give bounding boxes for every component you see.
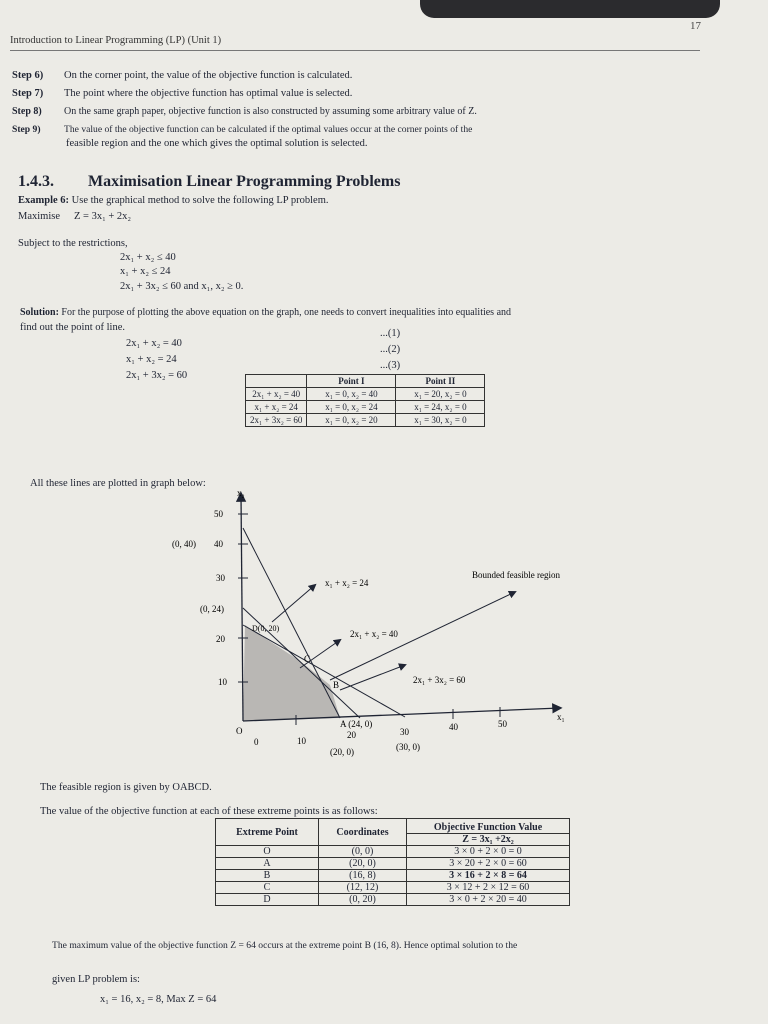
table-cell: 2x₁ + x₂ = 40 [246, 388, 307, 401]
maximise-line: Maximise Z = 3x₁ + 2x₂ [18, 211, 132, 222]
x-tick-label: 30 [400, 727, 409, 737]
table-cell: D [216, 894, 319, 906]
y-axis [241, 494, 243, 721]
x-tick-label: 20 [347, 730, 356, 740]
table-cell: (0, 20) [319, 894, 407, 906]
x-tick-label: 50 [498, 719, 507, 729]
x-tick-label: 0 [254, 737, 259, 747]
step-6: Step 6) On the corner point, the value of the objective function is calculated. [12, 70, 353, 81]
table-cell: C [216, 882, 319, 894]
step-7: Step 7) The point where the objective function has optimal value is selected. [12, 88, 353, 99]
x-tick-label: 10 [297, 736, 306, 746]
pointer-arrow-1 [272, 585, 315, 622]
graph-intro: All these lines are plotted in graph below: [30, 478, 206, 489]
solution-line-2: find out the point of line. [20, 322, 125, 333]
table-cell: 3 × 16 + 2 × 8 = 64 [407, 870, 570, 882]
equation-1-tag: ...(1) [380, 328, 401, 339]
table-cell: (20, 0) [319, 858, 407, 870]
pointer-arrow-3 [340, 665, 405, 690]
table-subheader: Z = 3x₁ +2x₂ [407, 834, 570, 846]
point-c-label: C [304, 654, 311, 664]
table-cell: x₁ = 0, x₂ = 20 [307, 414, 396, 427]
line-label-1: x₁ + x₂ = 24 [325, 578, 369, 588]
table-row [216, 894, 570, 906]
table-cell: x₁ = 30, x₂ = 0 [396, 414, 485, 427]
section-heading: 1.4.3. Maximisation Linear Programming Problems [18, 173, 401, 190]
table-header: Extreme Point [216, 819, 319, 846]
table-cell: x₁ = 20, x₂ = 0 [396, 388, 485, 401]
table-cell: x₁ = 0, x₂ = 40 [307, 388, 396, 401]
step-9-continued: feasible region and the one which gives the optimal solution is selected. [66, 138, 368, 149]
x-point-label: (20, 0) [330, 747, 354, 757]
constraint-2: x₁ + x₂ ≤ 24 [120, 266, 171, 277]
y-tick-label: 30 [216, 573, 225, 583]
y-tick-label: 20 [216, 634, 225, 644]
y-axis-label: x₂ [237, 488, 245, 498]
table-cell: (16, 8) [319, 870, 407, 882]
origin-label: O [236, 726, 243, 736]
table-header: Coordinates [319, 819, 407, 846]
extreme-points-table [215, 818, 570, 906]
equation-3-tag: ...(3) [380, 360, 401, 371]
table-header-row [216, 819, 570, 834]
example-line: Example 6: Use the graphical method to solve the following LP problem. [18, 195, 329, 206]
point-b-label: B [333, 680, 340, 690]
y-point-label: (0, 40) [172, 539, 196, 549]
line-label-3: 2x₁ + 3x₂ = 60 [413, 675, 466, 685]
y-tick-label: 10 [218, 677, 227, 687]
extreme-intro: The value of the objective function at each of these extreme points is as follows: [40, 806, 378, 817]
equation-2: x₁ + x₂ = 24 [126, 354, 177, 365]
step-9: Step 9) The value of the objective function can be calculated if the optimal values occur at the corner points of the [12, 124, 473, 135]
point-d-label: D(0, 20) [252, 624, 280, 633]
page-number: 17 [690, 20, 701, 32]
region-label: Bounded feasible region [472, 570, 560, 580]
equation-3: 2x₁ + 3x₂ = 60 [126, 370, 188, 381]
table-cell: 3 × 0 + 2 × 0 = 0 [407, 846, 570, 858]
solution-line: Solution: For the purpose of plotting the above equation on the graph, one needs to convert inequalities into equalities and [20, 307, 512, 318]
equation-1: 2x₁ + x₂ = 40 [126, 338, 182, 349]
table-row [216, 882, 570, 894]
table-cell: B [216, 870, 319, 882]
table-header: Point I [307, 375, 396, 388]
running-header: Introduction to Linear Programming (LP) (Unit 1) [10, 35, 222, 46]
x-axis-label: x₁ [557, 712, 565, 722]
step-8: Step 8) On the same graph paper, objective function is also constructed by assuming some arbitrary value of Z. [12, 106, 477, 117]
conclusion: The maximum value of the objective function Z = 64 occurs at the extreme point B (16, 8). Hence optimal solution to the [52, 940, 518, 951]
table-cell: 3 × 0 + 2 × 20 = 40 [407, 894, 570, 906]
table-cell: x₁ = 24, x₂ = 0 [396, 401, 485, 414]
point-a-label: A (24, 0) [340, 719, 373, 729]
constraint-3: 2x₁ + 3x₂ ≤ 60 and x₁, x₂ ≥ 0. [120, 281, 244, 292]
table-cell: 3 × 12 + 2 × 12 = 60 [407, 882, 570, 894]
x-tick-label: 40 [449, 722, 458, 732]
feasible-region [243, 625, 340, 721]
constraint-1: 2x₁ + x₂ ≤ 40 [120, 252, 176, 263]
table-header: Objective Function Value [407, 819, 570, 834]
table-row [216, 858, 570, 870]
equation-2-tag: ...(2) [380, 344, 401, 355]
table-cell: 2x₁ + 3x₂ = 60 [246, 414, 307, 427]
subject-to: Subject to the restrictions, [18, 238, 128, 249]
x-point-label: (30, 0) [396, 742, 420, 752]
y-point-label: (0, 24) [200, 604, 224, 614]
line-label-2: 2x₁ + x₂ = 40 [350, 629, 398, 639]
table-cell: (12, 12) [319, 882, 407, 894]
y-tick-label: 50 [214, 509, 223, 519]
table-cell: x₁ = 0, x₂ = 24 [307, 401, 396, 414]
table-row [216, 870, 570, 882]
y-tick-label: 40 [214, 539, 223, 549]
table-cell: x₁ + x₂ = 24 [246, 401, 307, 414]
conclusion-2: given LP problem is: [52, 974, 140, 985]
table-cell: A [216, 858, 319, 870]
table-cell: 3 × 20 + 2 × 0 = 60 [407, 858, 570, 870]
table-row [216, 846, 570, 858]
feasible-text: The feasible region is given by OABCD. [40, 782, 212, 793]
table-header: Point II [396, 375, 485, 388]
answer: x₁ = 16, x₂ = 8, Max Z = 64 [100, 994, 217, 1005]
table-cell: O [216, 846, 319, 858]
table-cell: (0, 0) [319, 846, 407, 858]
